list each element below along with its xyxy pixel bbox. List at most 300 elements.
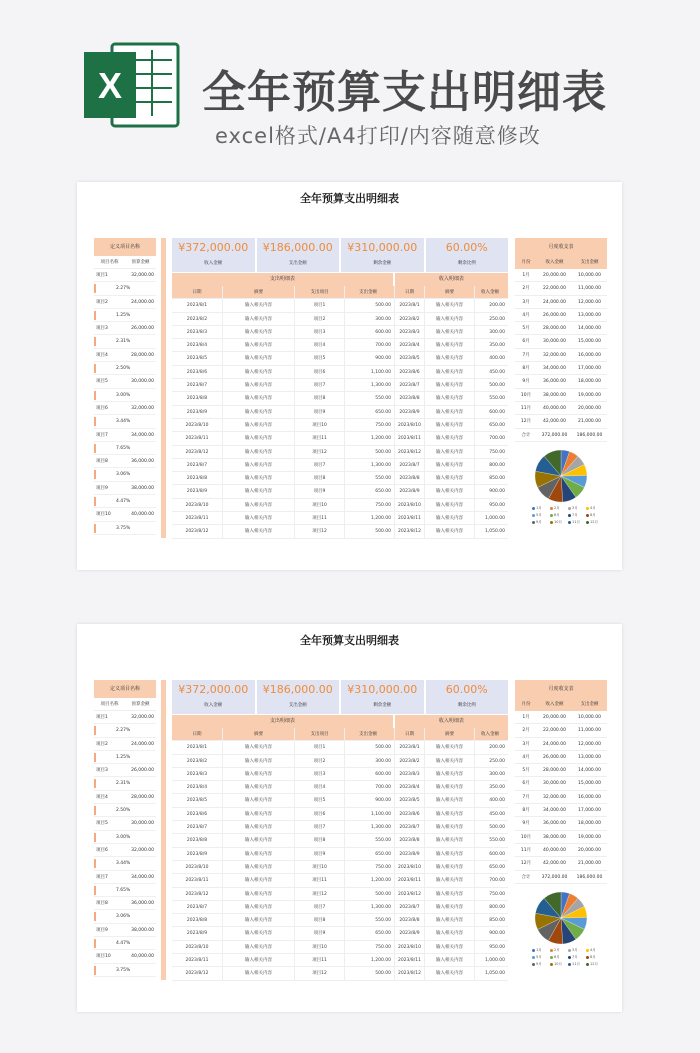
legend-item [532, 513, 550, 518]
table-cell: 项目8 [294, 834, 344, 846]
table-cell: 2023/8/4 [186, 785, 208, 791]
table-cell: 2023/8/10 [394, 941, 424, 953]
column-header: 日期 [394, 728, 424, 740]
table-cell: 2023/8/7 [186, 904, 208, 910]
table-cell: 输入相关内容 [222, 339, 294, 351]
table-cell: 2023/8/5 [186, 356, 208, 362]
stat-value: ¥186,000.00 [262, 683, 333, 696]
table-cell: 1,300.00 [344, 379, 394, 391]
legend-swatch [532, 521, 535, 524]
table-cell: 2023/8/6 [186, 811, 208, 817]
table-row [172, 834, 508, 847]
table-cell: 输入相关内容 [222, 366, 294, 378]
table-cell: 2023/8/9 [186, 409, 208, 415]
monthly-cell: 10,000.00 [578, 273, 601, 278]
table-cell: 输入相关内容 [424, 888, 474, 900]
project-percent: 3.06% [116, 914, 131, 920]
project-percent: 1.25% [116, 312, 131, 318]
project-percent: 2.31% [116, 339, 131, 345]
project-name: 项目10 [96, 954, 111, 960]
monthly-cell: 14,000.00 [578, 326, 601, 332]
table-cell: 2023/8/6 [186, 369, 208, 375]
table-cell: 输入相关内容 [424, 741, 474, 753]
table-cell: 项目9 [294, 848, 344, 860]
table-cell: 2023/8/11 [394, 512, 424, 524]
table-cell: 输入相关内容 [424, 432, 474, 444]
monthly-cell: 8月 [522, 808, 530, 814]
column-header: 月份 [515, 698, 537, 711]
table-cell: 项目1 [294, 741, 344, 753]
table-cell: 输入相关内容 [222, 299, 294, 311]
project-budget: 34,000.00 [131, 432, 154, 438]
table-cell: 300.00 [344, 755, 394, 767]
legend-swatch [550, 521, 553, 524]
monthly-cell: 42,000.00 [543, 861, 566, 867]
row-marker [94, 886, 96, 895]
monthly-cell: 19,000.00 [578, 834, 601, 840]
stat-value: ¥310,000.00 [347, 241, 418, 254]
monthly-row [515, 857, 607, 870]
column-header: 收入金额 [474, 728, 508, 740]
table-cell: 350.00 [474, 339, 508, 351]
monthly-cell: 40,000.00 [543, 847, 566, 853]
table-cell: 200.00 [474, 741, 508, 753]
table-cell: 项目9 [294, 406, 344, 418]
table-cell: 200.00 [474, 299, 508, 311]
legend-item [586, 520, 604, 525]
project-pct-row [94, 282, 156, 295]
project-row [94, 791, 156, 804]
project-panel-header: 定义项目名称 [94, 680, 156, 698]
table-cell: 项目8 [294, 472, 344, 484]
legend-swatch [550, 507, 553, 510]
table-cell: 项目2 [294, 313, 344, 325]
stat-label: 剩余比例 [457, 703, 476, 708]
project-row [94, 897, 156, 910]
table-cell: 400.00 [474, 352, 508, 364]
table-row [172, 901, 508, 914]
monthly-cell: 5月 [522, 326, 530, 332]
stat-label: 支出金额 [288, 261, 307, 266]
table-cell: 550.00 [474, 392, 508, 404]
project-name: 项目8 [96, 459, 108, 465]
monthly-col-headers [515, 698, 607, 711]
row-marker [94, 806, 96, 815]
project-percent: 3.44% [116, 419, 131, 425]
legend-label: 1月 [536, 948, 542, 952]
project-pct-row [94, 309, 156, 322]
table-cell: 输入相关内容 [222, 794, 294, 806]
project-percent: 2.31% [116, 781, 131, 787]
table-row [172, 741, 508, 754]
table-cell: 输入相关内容 [222, 768, 294, 780]
project-name: 项目6 [96, 405, 108, 411]
table-cell: 600.00 [344, 768, 394, 780]
monthly-cell: 11,000.00 [578, 728, 601, 734]
row-marker [94, 966, 96, 975]
table-cell: 700.00 [474, 874, 508, 886]
monthly-row [515, 844, 607, 857]
legend-swatch [568, 521, 571, 524]
table-cell: 输入相关内容 [222, 781, 294, 793]
legend-label: 12月 [590, 962, 598, 966]
table-cell: 550.00 [344, 914, 394, 926]
table-cell: 1,100.00 [344, 366, 394, 378]
table-cell: 输入相关内容 [424, 472, 474, 484]
table-cell: 750.00 [344, 419, 394, 431]
stat-value: ¥372,000.00 [178, 683, 249, 696]
summary-stats [172, 238, 508, 272]
column-header: 项目名称 [100, 702, 119, 707]
table-cell: 输入相关内容 [222, 326, 294, 338]
monthly-cell: 17,000.00 [578, 366, 601, 372]
table-cell: 输入相关内容 [424, 954, 474, 966]
table-cell: 项目7 [294, 379, 344, 391]
table-row [172, 821, 508, 834]
project-row [94, 402, 156, 415]
project-panel-header: 定义项目名称 [94, 238, 156, 256]
legend-label: 11月 [572, 962, 580, 966]
table-cell: 2023/8/2 [394, 755, 424, 767]
table-cell: 2023/8/11 [185, 958, 209, 964]
table-cell: 2023/8/2 [394, 313, 424, 325]
project-row [94, 375, 156, 388]
table-cell: 2023/8/1 [394, 299, 424, 311]
table-cell: 输入相关内容 [424, 419, 474, 431]
legend-item [550, 520, 568, 525]
stat-card [426, 238, 509, 272]
project-percent: 4.47% [116, 941, 131, 947]
stat-card [426, 680, 509, 714]
table-cell: 750.00 [474, 446, 508, 458]
legend-swatch [568, 949, 571, 952]
table-cell: 项目8 [294, 914, 344, 926]
project-percent: 2.27% [116, 728, 131, 734]
project-row [94, 711, 156, 724]
table-cell: 输入相关内容 [222, 352, 294, 364]
table-cell: 550.00 [474, 834, 508, 846]
table-cell: 2023/8/4 [186, 343, 208, 349]
monthly-cell: 22,000.00 [543, 286, 566, 292]
monthly-cell: 7月 [522, 352, 530, 358]
table-cell: 300.00 [344, 313, 394, 325]
table-cell: 输入相关内容 [222, 954, 294, 966]
table-cell: 输入相关内容 [424, 366, 474, 378]
monthly-row [515, 402, 607, 415]
table-cell: 2023/8/10 [185, 422, 209, 428]
project-budget: 36,000.00 [131, 459, 154, 465]
project-budget: 32,000.00 [131, 405, 154, 411]
project-budget: 36,000.00 [131, 901, 154, 907]
legend-label: 5月 [536, 955, 542, 959]
table-cell: 项目11 [294, 874, 344, 886]
legend-item [586, 948, 604, 953]
table-cell: 500.00 [474, 821, 508, 833]
monthly-cell: 20,000.00 [543, 715, 566, 720]
monthly-cell: 12月 [520, 861, 532, 867]
table-cell: 1,050.00 [474, 967, 508, 979]
row-marker [94, 444, 96, 453]
table-cell: 输入相关内容 [424, 861, 474, 873]
table-cell: 2023/8/12 [185, 529, 209, 535]
table-cell: 2023/8/6 [394, 366, 424, 378]
monthly-cell: 10月 [520, 834, 532, 840]
project-pct-row [94, 468, 156, 481]
project-pct-row [94, 777, 156, 790]
monthly-row [515, 777, 607, 790]
table-cell: 650.00 [344, 485, 394, 497]
column-header: 日期 [394, 286, 424, 298]
table-cell: 2023/8/5 [186, 798, 208, 804]
monthly-cell: 19,000.00 [578, 392, 601, 398]
legend-label: 4月 [590, 948, 596, 952]
expense-section-header: 支出明细表 [172, 715, 393, 728]
legend-swatch [586, 949, 589, 952]
table-cell: 650.00 [344, 406, 394, 418]
table-row [172, 299, 508, 312]
table-cell: 输入相关内容 [424, 485, 474, 497]
table-header-row [172, 728, 508, 741]
table-cell: 1,300.00 [344, 459, 394, 471]
table-cell: 650.00 [344, 927, 394, 939]
project-pct-row [94, 804, 156, 817]
table-cell: 项目1 [294, 299, 344, 311]
table-row [172, 485, 508, 498]
project-budget: 28,000.00 [131, 352, 154, 358]
monthly-row [515, 389, 607, 402]
project-pct-row [94, 724, 156, 737]
table-cell: 2023/8/8 [394, 472, 424, 484]
stat-card [341, 680, 424, 714]
project-budget: 34,000.00 [131, 874, 154, 880]
monthly-cell: 8月 [522, 366, 530, 372]
monthly-row [515, 296, 607, 309]
project-row [94, 349, 156, 362]
table-cell: 900.00 [474, 485, 508, 497]
legend-swatch [586, 514, 589, 517]
monthly-cell: 20,000.00 [578, 847, 601, 853]
project-pct-row [94, 884, 156, 897]
table-cell: 2023/8/2 [186, 316, 208, 322]
section-headers [172, 273, 508, 286]
table-row [172, 446, 508, 459]
column-header: 支出金额 [344, 728, 394, 740]
monthly-row [515, 804, 607, 817]
table-row [172, 768, 508, 781]
project-name: 项目4 [96, 794, 108, 800]
legend-swatch [550, 963, 553, 966]
table-cell: 输入相关内容 [424, 446, 474, 458]
table-row [172, 392, 508, 405]
table-cell: 1,000.00 [474, 954, 508, 966]
legend-swatch [568, 956, 571, 959]
income-section-header: 收入明细表 [395, 715, 508, 728]
table-cell: 1,200.00 [344, 874, 394, 886]
legend-label: 10月 [554, 962, 562, 966]
legend-swatch [586, 507, 589, 510]
column-header: 收入金额 [537, 256, 572, 269]
legend-item [550, 962, 568, 967]
project-pct-row [94, 857, 156, 870]
divider-bar [161, 238, 166, 538]
table-cell: 2023/8/4 [394, 339, 424, 351]
project-name: 项目2 [96, 741, 108, 747]
monthly-cell: 36,000.00 [543, 379, 566, 385]
table-row [172, 781, 508, 794]
table-cell: 950.00 [474, 941, 508, 953]
monthly-row [515, 871, 607, 884]
project-percent: 3.06% [116, 472, 131, 478]
column-header: 摘要 [424, 286, 474, 298]
monthly-cell: 11月 [520, 847, 532, 853]
table-cell: 600.00 [474, 848, 508, 860]
column-header: 摘要 [222, 728, 294, 740]
stat-label: 收入金额 [204, 261, 223, 266]
monthly-cell: 11月 [520, 405, 532, 411]
table-cell: 输入相关内容 [424, 525, 474, 537]
monthly-cell: 12,000.00 [578, 299, 601, 305]
table-cell: 项目7 [294, 459, 344, 471]
table-cell: 输入相关内容 [222, 808, 294, 820]
monthly-row [515, 751, 607, 764]
table-cell: 输入相关内容 [222, 914, 294, 926]
table-row [172, 406, 508, 419]
table-cell: 2023/8/4 [394, 781, 424, 793]
project-pct-row [94, 937, 156, 950]
monthly-cell: 38,000.00 [543, 834, 566, 840]
table-cell: 输入相关内容 [424, 794, 474, 806]
column-header: 支出项目 [294, 728, 344, 740]
monthly-cell: 42,000.00 [543, 419, 566, 425]
table-cell: 输入相关内容 [424, 313, 474, 325]
column-header: 预算金额 [131, 260, 150, 265]
divider-bar [161, 680, 166, 980]
table-cell: 900.00 [344, 794, 394, 806]
project-row [94, 508, 156, 521]
monthly-cell: 30,000.00 [543, 781, 566, 787]
legend-swatch [550, 949, 553, 952]
row-marker [94, 364, 96, 373]
table-cell: 项目6 [294, 808, 344, 820]
project-name: 项目1 [96, 273, 108, 278]
table-cell: 2023/8/9 [186, 931, 208, 937]
table-cell: 2023/8/11 [394, 954, 424, 966]
legend-item [532, 962, 550, 967]
project-name: 项目4 [96, 352, 108, 358]
table-cell: 输入相关内容 [222, 392, 294, 404]
table-row [172, 794, 508, 807]
table-row [172, 874, 508, 887]
table-cell: 500.00 [344, 299, 394, 311]
column-header: 摘要 [222, 286, 294, 298]
monthly-cell: 9月 [522, 821, 530, 827]
project-name: 项目7 [96, 432, 108, 438]
table-cell: 2023/8/7 [186, 383, 208, 389]
table-cell: 输入相关内容 [222, 755, 294, 767]
monthly-cell: 10月 [520, 392, 532, 398]
table-cell: 2023/8/5 [394, 794, 424, 806]
table-cell: 输入相关内容 [222, 525, 294, 537]
monthly-row [515, 282, 607, 295]
column-header: 支出金额 [572, 698, 607, 711]
legend-item [568, 962, 586, 967]
table-cell: 2023/8/7 [186, 462, 208, 468]
page-subtitle: excel格式/A4打印/内容随意修改 [215, 124, 541, 148]
monthly-cell: 12,000.00 [578, 741, 601, 747]
table-cell: 项目10 [294, 861, 344, 873]
project-row [94, 817, 156, 830]
monthly-row [515, 711, 607, 724]
monthly-cell: 372,000.00 [541, 432, 568, 438]
legend-label: 5月 [536, 513, 542, 517]
monthly-cell: 17,000.00 [578, 808, 601, 814]
table-cell: 2023/8/2 [186, 758, 208, 764]
table-cell: 输入相关内容 [424, 768, 474, 780]
project-percent: 2.27% [116, 286, 131, 292]
table-row [172, 808, 508, 821]
monthly-cell: 9月 [522, 379, 530, 385]
legend-label: 9月 [536, 520, 542, 524]
table-cell: 输入相关内容 [424, 967, 474, 979]
legend-label: 3月 [572, 506, 578, 510]
project-row [94, 871, 156, 884]
column-header: 预算金额 [131, 702, 150, 707]
project-budget: 38,000.00 [131, 485, 154, 491]
table-cell: 1,000.00 [474, 512, 508, 524]
stat-value: 60.00% [445, 241, 488, 254]
table-cell: 2023/8/5 [394, 352, 424, 364]
table-cell: 输入相关内容 [222, 888, 294, 900]
project-name: 项目9 [96, 485, 108, 491]
table-cell: 550.00 [344, 472, 394, 484]
project-budget: 24,000.00 [131, 299, 154, 305]
legend-label: 6月 [554, 513, 560, 517]
table-cell: 1,200.00 [344, 954, 394, 966]
table-cell: 2023/8/9 [186, 851, 208, 857]
monthly-cell: 20,000.00 [543, 273, 566, 278]
table-cell: 500.00 [344, 446, 394, 458]
table-cell: 项目10 [294, 941, 344, 953]
table-cell: 650.00 [474, 861, 508, 873]
table-cell: 2023/8/9 [186, 489, 208, 495]
banner-header [0, 0, 700, 180]
table-row [172, 326, 508, 339]
table-cell: 2023/8/10 [185, 502, 209, 508]
table-row [172, 954, 508, 967]
column-header: 日期 [172, 728, 222, 740]
sheet-title: 全年预算支出明细表 [300, 634, 399, 647]
monthly-cell: 16,000.00 [578, 794, 601, 800]
table-cell: 输入相关内容 [222, 927, 294, 939]
project-row [94, 950, 156, 963]
row-marker [94, 726, 96, 735]
table-cell: 输入相关内容 [424, 874, 474, 886]
monthly-row [515, 764, 607, 777]
project-percent: 7.65% [116, 445, 131, 451]
row-marker [94, 939, 96, 948]
stat-card [341, 238, 424, 272]
legend-swatch [586, 956, 589, 959]
table-cell: 输入相关内容 [424, 392, 474, 404]
monthly-cell: 21,000.00 [578, 419, 601, 425]
project-pct-row [94, 910, 156, 923]
project-pct-row [94, 831, 156, 844]
legend-label: 8月 [590, 513, 596, 517]
table-cell: 输入相关内容 [424, 459, 474, 471]
monthly-cell: 15,000.00 [578, 781, 601, 787]
monthly-cell: 15,000.00 [578, 339, 601, 345]
table-cell: 输入相关内容 [424, 848, 474, 860]
